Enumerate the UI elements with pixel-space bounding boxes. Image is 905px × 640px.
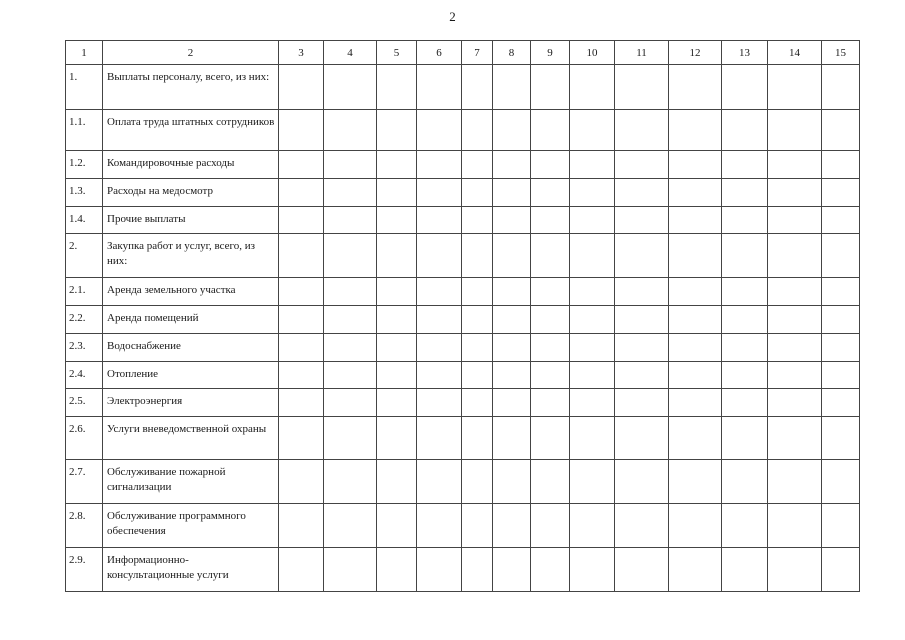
empty-cell <box>531 417 570 460</box>
empty-cell <box>768 306 822 334</box>
empty-cell <box>615 234 669 278</box>
empty-cell <box>669 334 722 362</box>
row-label: Оплата труда штатных сотрудников <box>103 110 279 151</box>
empty-cell <box>493 151 531 179</box>
empty-cell <box>493 207 531 234</box>
empty-cell <box>324 417 377 460</box>
empty-cell <box>822 334 860 362</box>
empty-cell <box>324 362 377 389</box>
empty-cell <box>531 179 570 207</box>
empty-cell <box>822 504 860 548</box>
empty-cell <box>462 334 493 362</box>
row-number: 2.6. <box>66 417 103 460</box>
empty-cell <box>570 234 615 278</box>
empty-cell <box>493 278 531 306</box>
empty-cell <box>722 417 768 460</box>
empty-cell <box>615 179 669 207</box>
empty-cell <box>615 389 669 417</box>
empty-cell <box>493 334 531 362</box>
empty-cell <box>531 334 570 362</box>
row-label: Прочие выплаты <box>103 207 279 234</box>
row-label: Командировочные расходы <box>103 151 279 179</box>
empty-cell <box>324 234 377 278</box>
empty-cell <box>417 65 462 110</box>
empty-cell <box>722 389 768 417</box>
row-label: Выплаты персоналу, всего, из них: <box>103 65 279 110</box>
empty-cell <box>669 389 722 417</box>
column-header: 6 <box>417 41 462 65</box>
row-label: Водоснабжение <box>103 334 279 362</box>
empty-cell <box>722 460 768 504</box>
table-row <box>66 65 860 110</box>
empty-cell <box>822 110 860 151</box>
empty-cell <box>417 362 462 389</box>
empty-cell <box>377 306 417 334</box>
empty-cell <box>377 362 417 389</box>
row-label: Обслуживание программного обеспечения <box>103 504 279 548</box>
column-header: 7 <box>462 41 493 65</box>
empty-cell <box>822 460 860 504</box>
empty-cell <box>570 334 615 362</box>
empty-cell <box>768 278 822 306</box>
empty-cell <box>279 207 324 234</box>
empty-cell <box>462 389 493 417</box>
column-header: 2 <box>103 41 279 65</box>
row-label: Расходы на медосмотр <box>103 179 279 207</box>
row-number: 2.9. <box>66 548 103 592</box>
row-number: 2.3. <box>66 334 103 362</box>
empty-cell <box>615 151 669 179</box>
empty-cell <box>669 278 722 306</box>
empty-cell <box>722 504 768 548</box>
table-row <box>66 417 860 460</box>
empty-cell <box>377 110 417 151</box>
row-number: 1.1. <box>66 110 103 151</box>
empty-cell <box>531 207 570 234</box>
empty-cell <box>493 362 531 389</box>
empty-cell <box>768 110 822 151</box>
empty-cell <box>615 417 669 460</box>
empty-cell <box>722 548 768 592</box>
table-row <box>66 389 860 417</box>
empty-cell <box>570 179 615 207</box>
empty-cell <box>669 362 722 389</box>
empty-cell <box>324 334 377 362</box>
empty-cell <box>531 306 570 334</box>
empty-cell <box>531 504 570 548</box>
empty-cell <box>615 207 669 234</box>
empty-cell <box>279 460 324 504</box>
table-row <box>66 306 860 334</box>
empty-cell <box>822 151 860 179</box>
empty-cell <box>377 151 417 179</box>
empty-cell <box>493 504 531 548</box>
empty-cell <box>768 234 822 278</box>
empty-cell <box>493 548 531 592</box>
row-label: Обслуживание пожарной сигнализации <box>103 460 279 504</box>
table-row <box>66 548 860 592</box>
empty-cell <box>279 417 324 460</box>
empty-cell <box>493 234 531 278</box>
row-label: Электроэнергия <box>103 389 279 417</box>
empty-cell <box>279 179 324 207</box>
empty-cell <box>417 278 462 306</box>
column-header: 13 <box>722 41 768 65</box>
expense-table <box>65 40 860 592</box>
empty-cell <box>377 504 417 548</box>
empty-cell <box>669 234 722 278</box>
empty-cell <box>324 179 377 207</box>
empty-cell <box>669 65 722 110</box>
empty-cell <box>822 362 860 389</box>
empty-cell <box>722 334 768 362</box>
empty-cell <box>768 389 822 417</box>
empty-cell <box>324 460 377 504</box>
column-header: 8 <box>493 41 531 65</box>
empty-cell <box>570 362 615 389</box>
empty-cell <box>279 362 324 389</box>
empty-cell <box>722 151 768 179</box>
empty-cell <box>669 207 722 234</box>
empty-cell <box>324 306 377 334</box>
empty-cell <box>822 389 860 417</box>
empty-cell <box>615 65 669 110</box>
row-number: 2.5. <box>66 389 103 417</box>
empty-cell <box>669 306 722 334</box>
empty-cell <box>722 179 768 207</box>
empty-cell <box>669 417 722 460</box>
empty-cell <box>417 234 462 278</box>
row-number: 2.2. <box>66 306 103 334</box>
empty-cell <box>722 207 768 234</box>
empty-cell <box>417 179 462 207</box>
empty-cell <box>324 151 377 179</box>
empty-cell <box>324 548 377 592</box>
empty-cell <box>722 278 768 306</box>
table-row <box>66 334 860 362</box>
table-row <box>66 110 860 151</box>
empty-cell <box>531 65 570 110</box>
row-number: 2.4. <box>66 362 103 389</box>
empty-cell <box>462 306 493 334</box>
empty-cell <box>570 389 615 417</box>
empty-cell <box>462 548 493 592</box>
empty-cell <box>531 151 570 179</box>
empty-cell <box>570 151 615 179</box>
empty-cell <box>324 207 377 234</box>
empty-cell <box>768 65 822 110</box>
empty-cell <box>324 110 377 151</box>
empty-cell <box>768 151 822 179</box>
empty-cell <box>324 65 377 110</box>
empty-cell <box>377 548 417 592</box>
empty-cell <box>279 278 324 306</box>
empty-cell <box>417 110 462 151</box>
column-header: 12 <box>669 41 722 65</box>
empty-cell <box>570 65 615 110</box>
empty-cell <box>493 179 531 207</box>
empty-cell <box>493 65 531 110</box>
table-row <box>66 278 860 306</box>
table-row <box>66 362 860 389</box>
empty-cell <box>722 362 768 389</box>
table-row <box>66 504 860 548</box>
row-label: Аренда земельного участка <box>103 278 279 306</box>
empty-cell <box>768 207 822 234</box>
column-header: 14 <box>768 41 822 65</box>
empty-cell <box>493 389 531 417</box>
empty-cell <box>768 548 822 592</box>
empty-cell <box>279 548 324 592</box>
empty-cell <box>417 389 462 417</box>
empty-cell <box>377 389 417 417</box>
empty-cell <box>279 306 324 334</box>
table-row <box>66 234 860 278</box>
empty-cell <box>570 548 615 592</box>
row-number: 1.4. <box>66 207 103 234</box>
row-label: Услуги вневедомственной охраны <box>103 417 279 460</box>
empty-cell <box>615 548 669 592</box>
empty-cell <box>615 334 669 362</box>
empty-cell <box>768 179 822 207</box>
column-header: 4 <box>324 41 377 65</box>
empty-cell <box>462 504 493 548</box>
row-number: 2.7. <box>66 460 103 504</box>
empty-cell <box>615 362 669 389</box>
empty-cell <box>462 460 493 504</box>
empty-cell <box>417 334 462 362</box>
row-number: 1.2. <box>66 151 103 179</box>
empty-cell <box>417 548 462 592</box>
empty-cell <box>822 179 860 207</box>
empty-cell <box>462 278 493 306</box>
empty-cell <box>493 460 531 504</box>
empty-cell <box>531 234 570 278</box>
row-number: 1. <box>66 65 103 110</box>
empty-cell <box>669 151 722 179</box>
empty-cell <box>615 110 669 151</box>
empty-cell <box>768 460 822 504</box>
empty-cell <box>324 278 377 306</box>
empty-cell <box>822 278 860 306</box>
empty-cell <box>570 207 615 234</box>
row-number: 2.1. <box>66 278 103 306</box>
empty-cell <box>570 417 615 460</box>
column-header: 9 <box>531 41 570 65</box>
empty-cell <box>822 65 860 110</box>
empty-cell <box>493 110 531 151</box>
empty-cell <box>324 504 377 548</box>
empty-cell <box>822 207 860 234</box>
empty-cell <box>462 207 493 234</box>
empty-cell <box>377 179 417 207</box>
empty-cell <box>377 207 417 234</box>
empty-cell <box>377 417 417 460</box>
table-row <box>66 207 860 234</box>
empty-cell <box>531 548 570 592</box>
empty-cell <box>279 151 324 179</box>
empty-cell <box>722 65 768 110</box>
table-row <box>66 179 860 207</box>
empty-cell <box>417 151 462 179</box>
column-header: 5 <box>377 41 417 65</box>
page-number: 2 <box>449 9 456 24</box>
empty-cell <box>822 417 860 460</box>
empty-cell <box>462 362 493 389</box>
empty-cell <box>531 460 570 504</box>
empty-cell <box>279 110 324 151</box>
empty-cell <box>279 334 324 362</box>
empty-cell <box>462 234 493 278</box>
empty-cell <box>531 278 570 306</box>
empty-cell <box>417 504 462 548</box>
empty-cell <box>722 110 768 151</box>
empty-cell <box>570 460 615 504</box>
header-row <box>66 41 860 65</box>
empty-cell <box>462 417 493 460</box>
empty-cell <box>615 306 669 334</box>
empty-cell <box>722 234 768 278</box>
row-label: Аренда помещений <box>103 306 279 334</box>
column-header: 1 <box>66 41 103 65</box>
column-header: 10 <box>570 41 615 65</box>
empty-cell <box>377 278 417 306</box>
empty-cell <box>493 417 531 460</box>
empty-cell <box>768 334 822 362</box>
empty-cell <box>669 179 722 207</box>
row-number: 2. <box>66 234 103 278</box>
empty-cell <box>615 460 669 504</box>
empty-cell <box>615 504 669 548</box>
empty-cell <box>462 151 493 179</box>
empty-cell <box>531 389 570 417</box>
empty-cell <box>615 278 669 306</box>
empty-cell <box>722 306 768 334</box>
empty-cell <box>377 234 417 278</box>
empty-cell <box>570 278 615 306</box>
empty-cell <box>822 234 860 278</box>
empty-cell <box>768 362 822 389</box>
row-label: Отопление <box>103 362 279 389</box>
empty-cell <box>377 65 417 110</box>
row-label: Закупка работ и услуг, всего, из них: <box>103 234 279 278</box>
empty-cell <box>462 179 493 207</box>
empty-cell <box>377 460 417 504</box>
empty-cell <box>570 504 615 548</box>
empty-cell <box>531 110 570 151</box>
empty-cell <box>279 65 324 110</box>
empty-cell <box>768 504 822 548</box>
empty-cell <box>570 110 615 151</box>
empty-cell <box>417 207 462 234</box>
empty-cell <box>417 460 462 504</box>
empty-cell <box>669 460 722 504</box>
row-number: 1.3. <box>66 179 103 207</box>
empty-cell <box>279 504 324 548</box>
empty-cell <box>768 417 822 460</box>
empty-cell <box>570 306 615 334</box>
empty-cell <box>417 306 462 334</box>
column-header: 11 <box>615 41 669 65</box>
empty-cell <box>417 417 462 460</box>
empty-cell <box>279 389 324 417</box>
empty-cell <box>493 306 531 334</box>
empty-cell <box>279 234 324 278</box>
table-row <box>66 460 860 504</box>
empty-cell <box>462 65 493 110</box>
empty-cell <box>822 306 860 334</box>
empty-cell <box>324 389 377 417</box>
empty-cell <box>531 362 570 389</box>
empty-cell <box>669 110 722 151</box>
empty-cell <box>669 548 722 592</box>
column-header: 3 <box>279 41 324 65</box>
table-row <box>66 151 860 179</box>
empty-cell <box>462 110 493 151</box>
row-label: Информационно-консультационные услуги <box>103 548 279 592</box>
empty-cell <box>822 548 860 592</box>
row-number: 2.8. <box>66 504 103 548</box>
column-header: 15 <box>822 41 860 65</box>
empty-cell <box>669 504 722 548</box>
empty-cell <box>377 334 417 362</box>
